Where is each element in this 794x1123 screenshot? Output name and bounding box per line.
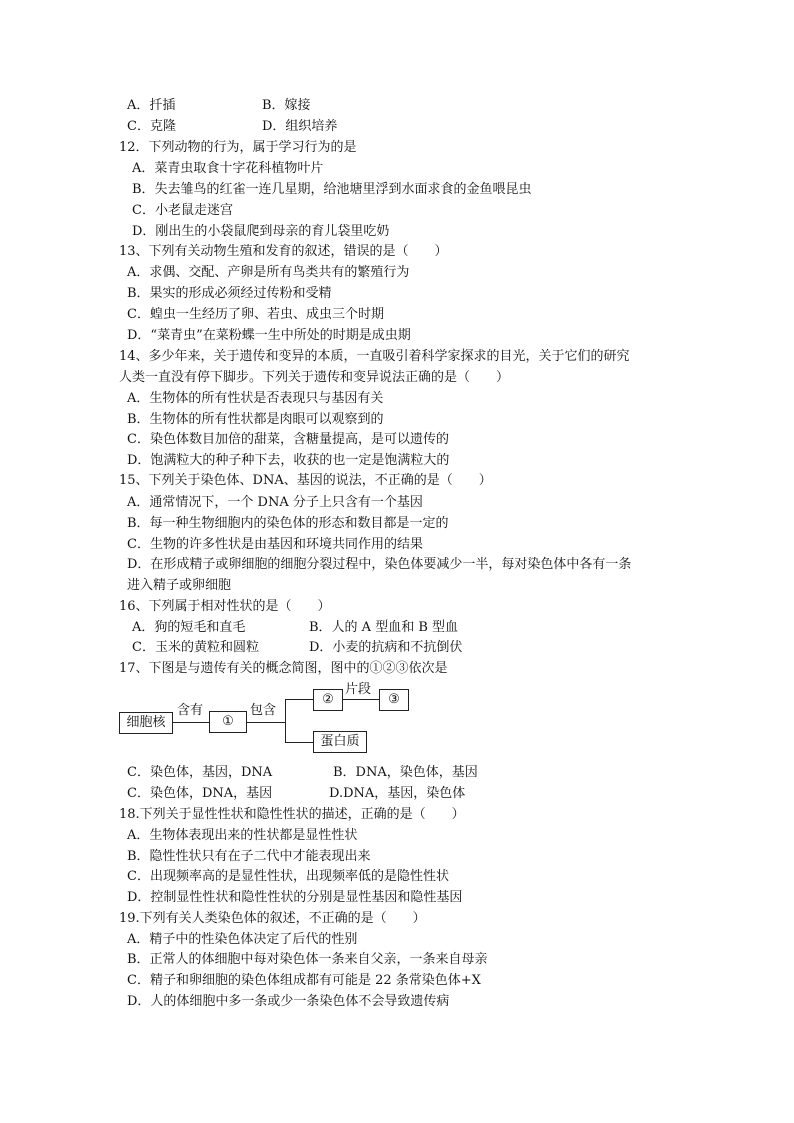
q12-option-b: B．失去雏鸟的红雀一连几星期，给池塘里浮到水面求食的金鱼喂昆虫 xyxy=(132,182,532,197)
q16-option-d: D．小麦的抗病和不抗倒伏 xyxy=(309,640,463,655)
q15-option-a: A．通常情况下，一个 DNA 分子上只含有一个基因 xyxy=(127,495,423,510)
q14-option-c: C．染色体数目加倍的甜菜，含糖量提高，是可以遗传的 xyxy=(127,432,449,447)
q12-option-c: C．小老鼠走迷宫 xyxy=(132,203,233,218)
q17-option-1: C．染色体，基因，DNA xyxy=(127,765,273,780)
q19-stem: 19.下列有关人类染色体的叙述，不正确的是（ ） xyxy=(119,911,426,926)
q18-option-b: B．隐性性状只有在子二代中才能表现出来 xyxy=(127,849,371,864)
q18-option-a: A．生物体表现出来的性状都是显性性状 xyxy=(127,828,358,843)
box-1: ① xyxy=(209,711,247,733)
q19-option-c: C．精子和卵细胞的染色体组成都有可能是 22 条常染色体+X xyxy=(127,973,481,988)
q18-option-c: C．出现频率高的是显性性状，出现频率低的是隐性性状 xyxy=(127,869,449,884)
q16-option-c: C．玉米的黄粒和圆粒 xyxy=(132,640,259,655)
q18-stem: 18.下列关于显性性状和隐性性状的描述，正确的是（ ） xyxy=(119,807,465,822)
q13-option-c: C．蝗虫一生经历了卵、若虫、成虫三个时期 xyxy=(127,307,384,322)
box-3: ③ xyxy=(379,689,409,711)
q19-option-a: A．精子中的性染色体决定了后代的性别 xyxy=(127,932,358,947)
q17-option-3: C．染色体，DNA，基因 xyxy=(127,786,273,801)
nucleus-box: 细胞核 xyxy=(119,712,173,734)
box-2: ② xyxy=(313,689,343,711)
q14-option-a: A．生物体的所有性状是否表现只与基因有关 xyxy=(127,391,384,406)
q15-option-b: B．每一种生物细胞内的染色体的形态和数目都是一定的 xyxy=(127,516,449,531)
q17-option-4: D.DNA，基因，染色体 xyxy=(329,786,466,801)
q17-option-2: B．DNA，染色体，基因 xyxy=(333,765,478,780)
contains-label: 含有 xyxy=(177,703,204,718)
q19-option-b: B．正常人的体细胞中每对染色体一条来自父亲，一条来自母亲 xyxy=(127,952,488,967)
q13-option-a: A．求偶、交配、产卵是所有鸟类共有的繁殖行为 xyxy=(127,265,410,280)
branch-vertical-line xyxy=(285,699,286,743)
q11-option-a: A．扦插 xyxy=(127,98,176,113)
q12-option-d: D．刚出生的小袋鼠爬到母亲的育儿袋里吃奶 xyxy=(132,224,390,239)
connector-nucleus-box1 xyxy=(173,722,209,723)
q16-stem: 16、下列属于相对性状的是（ ） xyxy=(119,599,331,614)
q15-option-d-continued: 进入精子或卵细胞 xyxy=(127,578,232,593)
branch-to-protein xyxy=(285,742,313,743)
branch-to-box2 xyxy=(285,699,313,700)
q14-stem-line1: 14、多少年来，关于遗传和变异的本质，一直吸引着科学家探求的目光，关于它们的研究 xyxy=(119,349,630,364)
q13-option-d: D．“菜青虫”在菜粉蝶一生中所处的时期是成虫期 xyxy=(127,328,411,343)
q16-option-b: B．人的 A 型血和 B 型血 xyxy=(309,620,459,635)
q11-option-d: D．组织培养 xyxy=(262,119,338,134)
q11-option-c: C．克隆 xyxy=(127,119,176,134)
q13-stem: 13、下列有关动物生殖和发育的叙述，错误的是（ ） xyxy=(119,244,448,259)
concept-diagram xyxy=(119,684,419,756)
q12-stem: 12．下列动物的行为，属于学习行为的是 xyxy=(119,140,357,155)
includes-label: 包含 xyxy=(250,703,277,718)
q12-option-a: A．菜青虫取食十字花科植物叶片 xyxy=(132,161,324,176)
connector-box2-box3 xyxy=(343,699,379,700)
segment-label: 片段 xyxy=(345,682,372,697)
q14-stem-line2: 人类一直没有停下脚步。下列关于遗传和变异说法正确的是（ ） xyxy=(119,370,510,385)
q14-option-b: B．生物体的所有性状都是肉眼可以观察到的 xyxy=(127,412,384,427)
connector-box1-branch xyxy=(247,722,285,723)
q19-option-d: D．人的体细胞中多一条或少一条染色体不会导致遗传病 xyxy=(127,994,450,1009)
q11-option-b: B．嫁接 xyxy=(262,98,311,113)
q16-option-a: A．狗的短毛和直毛 xyxy=(132,620,246,635)
q15-stem: 15、下列关于染色体、DNA、基因的说法，不正确的是（ ） xyxy=(119,473,492,488)
q18-option-d: D．控制显性性状和隐性性状的分别是显性基因和隐性基因 xyxy=(127,890,463,905)
q17-stem: 17、下图是与遗传有关的概念简图，图中的①②③依次是 xyxy=(119,661,448,676)
q15-option-d: D．在形成精子或卵细胞的细胞分裂过程中，染色体要减少一半，每对染色体中各有一条 xyxy=(127,557,632,572)
q13-option-b: B．果实的形成必须经过传粉和受精 xyxy=(127,286,332,301)
protein-box: 蛋白质 xyxy=(313,731,367,753)
q14-option-d: D．饱满粒大的种子种下去，收获的也一定是饱满粒大的 xyxy=(127,453,450,468)
q15-option-c: C．生物的许多性状是由基因和环境共同作用的结果 xyxy=(127,537,423,552)
